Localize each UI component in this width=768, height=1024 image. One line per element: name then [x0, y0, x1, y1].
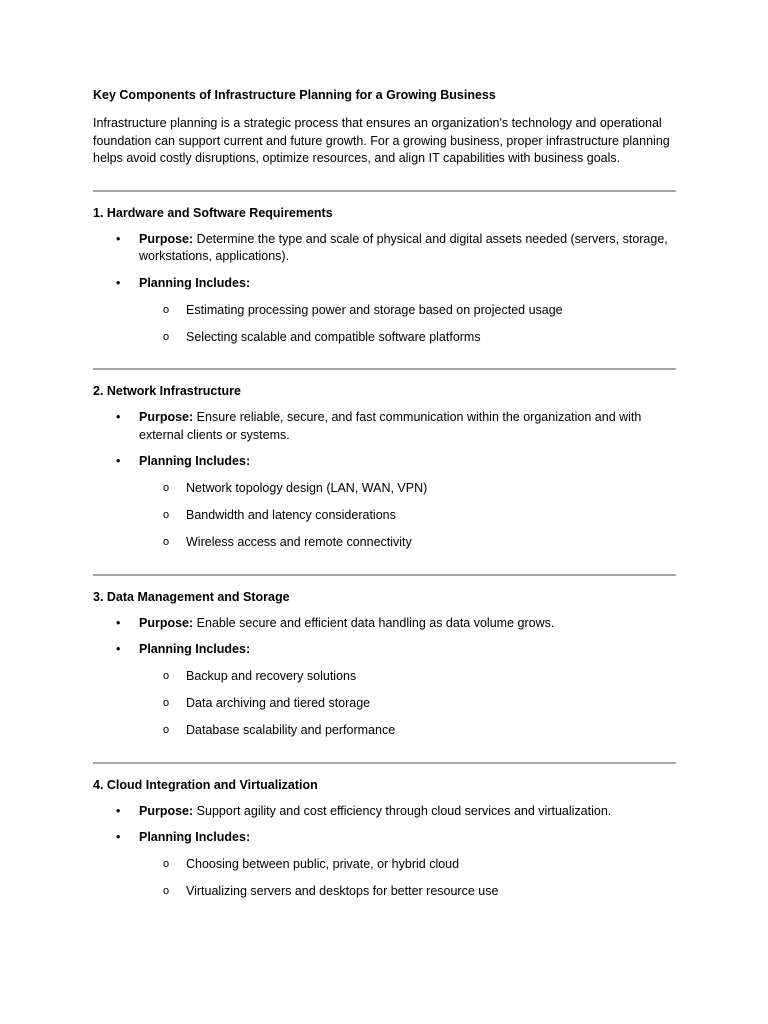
planning-label: Planning Includes: [139, 275, 251, 290]
bullet-icon: • [116, 830, 121, 844]
hollow-circle-icon: o [163, 885, 170, 897]
purpose-label: Purpose: [139, 615, 194, 630]
planning-bullet [93, 275, 676, 293]
planning-bullet [93, 641, 676, 659]
purpose-text: Support agility and cost efficiency through cloud services and virtualization. [196, 803, 612, 818]
list-item [93, 856, 676, 874]
purpose-text: Determine the type and scale of physical and digital assets needed (servers, storage, workstations, applications). [139, 231, 668, 263]
hollow-circle-icon: o [163, 482, 170, 494]
planning-bullet [93, 829, 676, 847]
list-item [93, 883, 676, 901]
list-item-text: Selecting scalable and compatible software platforms [186, 329, 481, 344]
list-item [93, 480, 676, 498]
bullet-icon: • [116, 642, 121, 656]
section-hardware-software [93, 204, 676, 347]
purpose-bullet [93, 409, 676, 444]
planning-label: Planning Includes: [139, 830, 251, 844]
document-title: Key Components of Infrastructure Planning for a Growing Business [93, 88, 496, 102]
section-divider [93, 368, 676, 370]
planning-bullet [93, 453, 676, 471]
list-item [93, 329, 676, 347]
bullet-icon: • [116, 275, 121, 290]
hollow-circle-icon: o [163, 536, 170, 548]
section-title: 1. Hardware and Software Requirements [93, 205, 333, 220]
section-data-management [93, 588, 676, 740]
document-page [93, 86, 676, 901]
list-item-text: Database scalability and performance [186, 723, 396, 737]
section-divider [93, 190, 676, 192]
intro-paragraph: Infrastructure planning is a strategic process that ensures an organization's technology and operational foundation can support current and future growth. For a growing business, proper infrastructure planning helps avoid costly disruptions, optimize resources, and align IT capabilities with business goals. [93, 116, 670, 165]
bullet-icon: • [116, 231, 121, 246]
bullet-icon: • [116, 454, 121, 468]
purpose-label: Purpose: [139, 803, 194, 818]
list-item-text: Wireless access and remote connectivity [186, 535, 412, 549]
list-item-text: Backup and recovery solutions [186, 669, 357, 683]
hollow-circle-icon: o [163, 330, 170, 343]
section-divider [93, 574, 676, 576]
list-item-text: Data archiving and tiered storage [186, 696, 371, 710]
list-item [93, 668, 676, 686]
section-title: 4. Cloud Integration and Virtualization [93, 777, 318, 792]
purpose-bullet [93, 231, 676, 266]
purpose-label: Purpose: [139, 410, 194, 424]
section-title: 3. Data Management and Storage [93, 589, 290, 604]
hollow-circle-icon: o [163, 724, 170, 736]
hollow-circle-icon: o [163, 509, 170, 521]
purpose-label: Purpose: [139, 231, 194, 246]
list-item [93, 507, 676, 525]
section-divider [93, 762, 676, 764]
list-item-text: Network topology design (LAN, WAN, VPN) [186, 481, 428, 495]
bullet-icon: • [116, 615, 121, 630]
hollow-circle-icon: o [163, 670, 170, 682]
hollow-circle-icon: o [163, 697, 170, 709]
section-cloud-virtualization [93, 776, 676, 901]
purpose-text: Enable secure and efficient data handling as data volume grows. [196, 615, 555, 630]
section-title: 2. Network Infrastructure [93, 384, 241, 398]
list-item-text: Choosing between public, private, or hybrid cloud [186, 857, 460, 871]
bullet-icon: • [116, 803, 121, 818]
planning-label: Planning Includes: [139, 642, 251, 656]
purpose-text: Ensure reliable, secure, and fast communication within the organization and with external clients or systems. [139, 410, 642, 442]
section-network [93, 382, 676, 552]
hollow-circle-icon: o [163, 858, 170, 870]
purpose-bullet [93, 615, 676, 633]
hollow-circle-icon: o [163, 303, 170, 316]
list-item-text: Estimating processing power and storage based on projected usage [186, 302, 563, 317]
list-item [93, 534, 676, 552]
list-item [93, 722, 676, 740]
list-item-text: Virtualizing servers and desktops for better resource use [186, 884, 499, 898]
bullet-icon: • [116, 410, 121, 424]
list-item-text: Bandwidth and latency considerations [186, 508, 396, 522]
list-item [93, 302, 676, 320]
purpose-bullet [93, 803, 676, 821]
list-item [93, 695, 676, 713]
planning-label: Planning Includes: [139, 454, 251, 468]
